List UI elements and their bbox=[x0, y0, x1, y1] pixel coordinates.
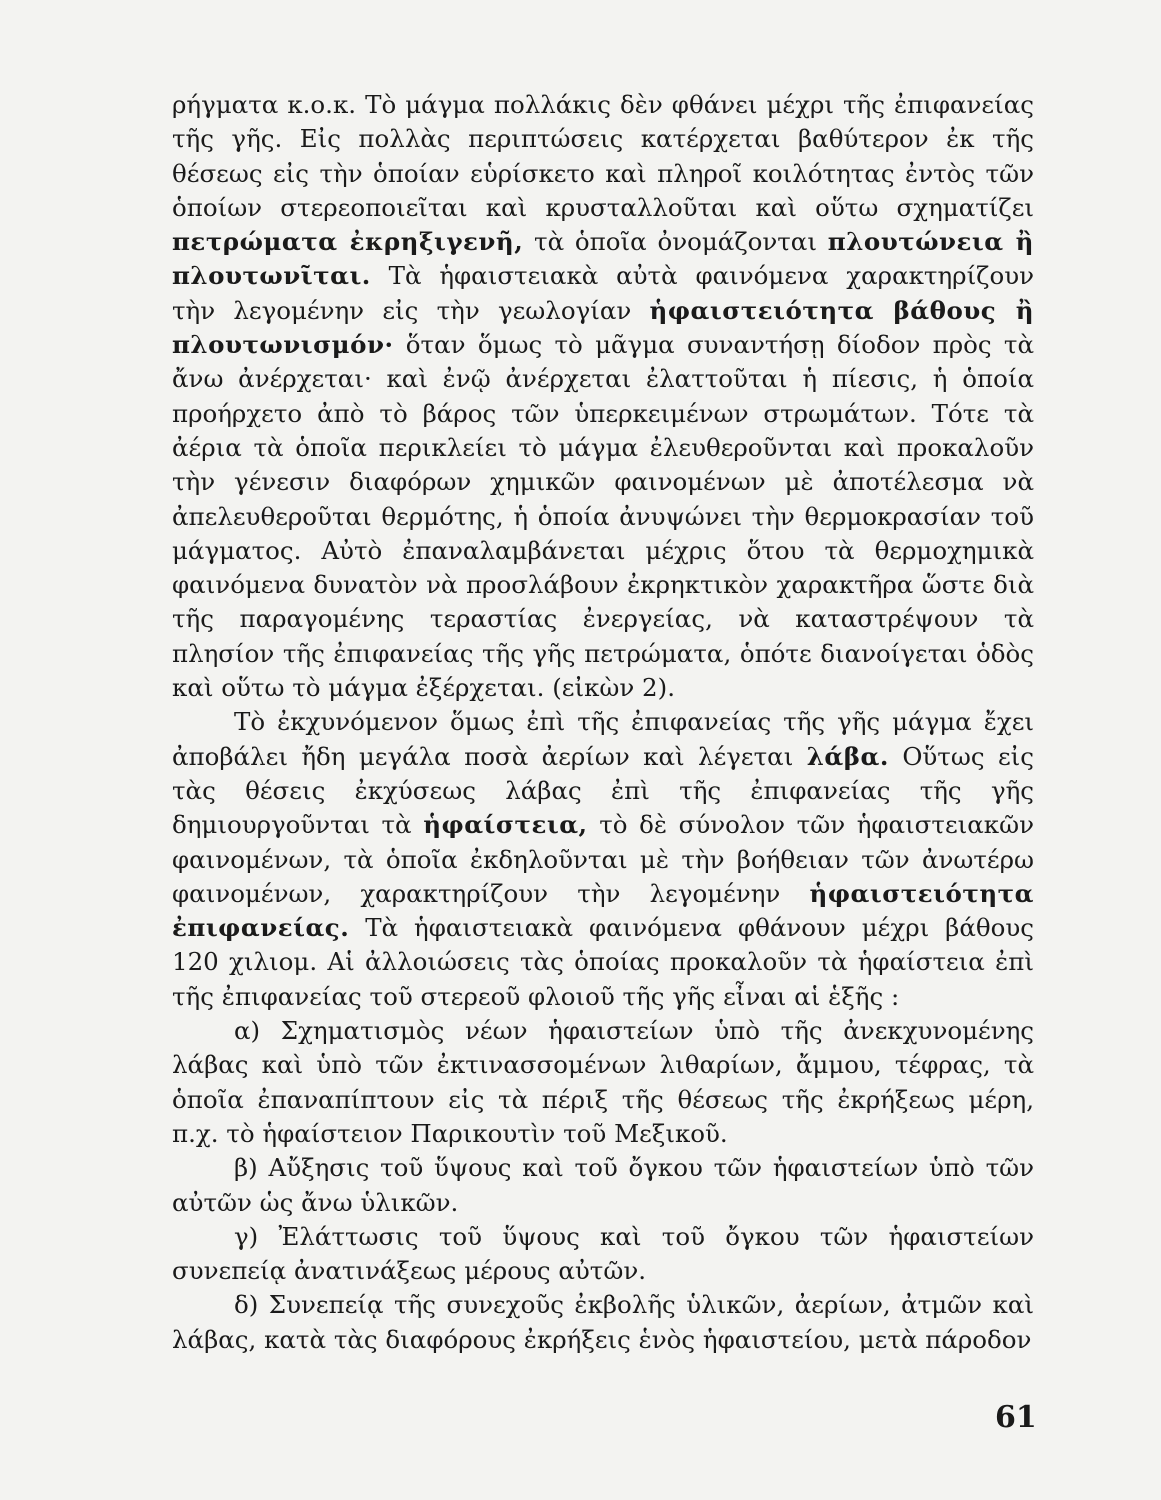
bold-term-surface-volcanism: ἡφαιστειότητα ἐπιφανείας. bbox=[172, 878, 1034, 943]
list-item: δ) Συνεπείᾳ τῆς συνεχοῦς ἐκβολῆς ὑλικῶν, ἀερίων, ἀτμῶν καὶ λάβας, κατὰ τὰς διαφόρους ἐκρήξεις ἑνὸς ἡφαιστείου, μετὰ πάροδον bbox=[172, 1290, 1034, 1354]
bold-term-deep-volcanism: ἡφαιστειότητα βάθους ἢ πλουτωνισμόν· bbox=[172, 295, 1035, 360]
list-item: β) Αὔξησις τοῦ ὕψους καὶ τοῦ ὄγκου τῶν ἡφαιστείων ὑπὸ τῶν αὐτῶν ὡς ἄνω ὑλικῶν. bbox=[172, 1153, 1034, 1217]
text-run: ρήγματα κ.ο.κ. Τὸ μάγμα πολλάκις δὲν φθάνει μέχρι τῆς ἐπιφανείας τῆς γῆς. Εἰς πολλὰς περιπτώσεις κατέρχεται βαθύτερον ἐκ τῆς θέσεως εἰς τὴν ὁποίαν εὑρίσκετο καὶ πληροῖ κοιλότητας ἐντὸς τῶν ὁποίων στερεοποιεῖται καὶ κρυσταλλοῦται καὶ οὕτω σχηματίζει bbox=[172, 90, 1034, 222]
text-run: Τὸ ἐκχυνόμενον ὅμως ἐπὶ τῆς ἐπιφανείας τῆς γῆς μάγμα ἔχει ἀποβάλει ἤδη μεγάλα ποσὰ ἀερίων καὶ λέγεται bbox=[172, 707, 1034, 771]
page-body bbox=[172, 88, 1034, 1357]
paragraph-magma-intrusion bbox=[172, 88, 1034, 705]
bold-term-intrusive-rocks: πετρώματα ἐκρηξιγενῆ, bbox=[172, 227, 524, 257]
text-run: τὰ ὁποῖα ὀνομάζονται bbox=[523, 227, 828, 257]
bold-term-lava: λάβα. bbox=[806, 741, 889, 771]
paragraph-lava bbox=[172, 705, 1034, 1014]
bold-term-plutonic: πλουτώνεια ἢ πλουτωνῖται. bbox=[172, 227, 1034, 291]
text-run: τὸ δὲ σύνολον τῶν ἡφαιστειακῶν φαινομένων, τὰ ὁποῖα ἐκδηλοῦνται μὲ τὴν βοήθειαν τῶν ἀνωτέρω φαινομένων, χαρακτηρίζουν τὴν λεγομένην bbox=[172, 810, 1034, 908]
bold-term-volcanoes: ἡφαίστεια, bbox=[423, 810, 588, 840]
text-run: Τὰ ἡφαιστειακὰ αὐτὰ φαινόμενα χαρακτηρίζουν τὴν λεγομένην εἰς τὴν γεωλογίαν bbox=[172, 261, 1034, 325]
list-item: γ) Ἐλάττωσις τοῦ ὕψους καὶ τοῦ ὄγκου τῶν ἡφαιστείων συνεπείᾳ ἀνατινάξεως μέρους αὐτῶν. bbox=[172, 1221, 1034, 1286]
text-run: ὅταν ὅμως τὸ μᾶγμα συναντήσῃ δίοδον πρὸς τὰ ἄνω ἀνέρχεται· καὶ ἐνῷ ἀνέρχεται ἐλαττοῦται ἡ πίεσις, ἡ ὁποία προήρχετο ἀπὸ τὸ βάρος τῶν ὑπερκειμένων στρωμάτων. Τότε τὰ ἀέρια τὰ ὁποῖα περικλείει τὸ μάγμα ἐλευθεροῦνται καὶ προκαλοῦν τὴν γένεσιν διαφόρων χημικῶν φαινομένων μὲ ἀποτέλεσμα νὰ ἀπελευθεροῦται θερμότης, ἡ ὁποία ἀνυψώνει τὴν θερμοκρασίαν τοῦ μάγματος. Αὐτὸ ἐπαναλαμβάνεται μέχρις ὅτου τὰ θερμοχημικὰ φαινόμενα δυνατὸν νὰ προσλάβουν ἐκρηκτικὸν χαρακτῆρα ὥστε διὰ τῆς παραγομένης τεραστίας ἐνεργείας, νὰ καταστρέψουν τὰ πλησίον τῆς ἐπιφανείας τῆς γῆς πετρώματα, ὁπότε διανοίγεται ὁδὸς καὶ οὕτω τὸ μάγμα ἐξέρχεται. (εἰκὼν 2). bbox=[172, 330, 1034, 703]
text-run: Τὰ ἡφαιστειακὰ φαινόμενα φθάνουν μέχρι βάθους 120 χιλιομ. Αἱ ἀλλοιώσεις τὰς ὁποίας προκαλοῦν τὰ ἡφαίστεια ἐπὶ τῆς ἐπιφανείας τοῦ στερεοῦ φλοιοῦ τῆς γῆς εἶναι αἱ ἑξῆς : bbox=[172, 913, 1034, 1011]
text-run: Οὕτως εἰς τὰς θέσεις ἐκχύσεως λάβας ἐπὶ τῆς ἐπιφανείας τῆς γῆς δημιουργοῦνται τὰ bbox=[172, 741, 1034, 840]
list-item: α) Σχηματισμὸς νέων ἡφαιστείων ὑπὸ τῆς ἀνεκχυνομένης λάβας καὶ ὑπὸ τῶν ἐκτινασσομένων λιθαρίων, ἄμμου, τέφρας, τὰ ὁποῖα ἐπαναπίπτουν εἰς τὰ πέριξ τῆς θέσεως τῆς ἐκρήξεως μέρη, π.χ. τὸ ἡφαίστειον Παρικουτὶν τοῦ Μεξικοῦ. bbox=[172, 1016, 1034, 1148]
page-number: 61 bbox=[995, 1400, 1037, 1435]
